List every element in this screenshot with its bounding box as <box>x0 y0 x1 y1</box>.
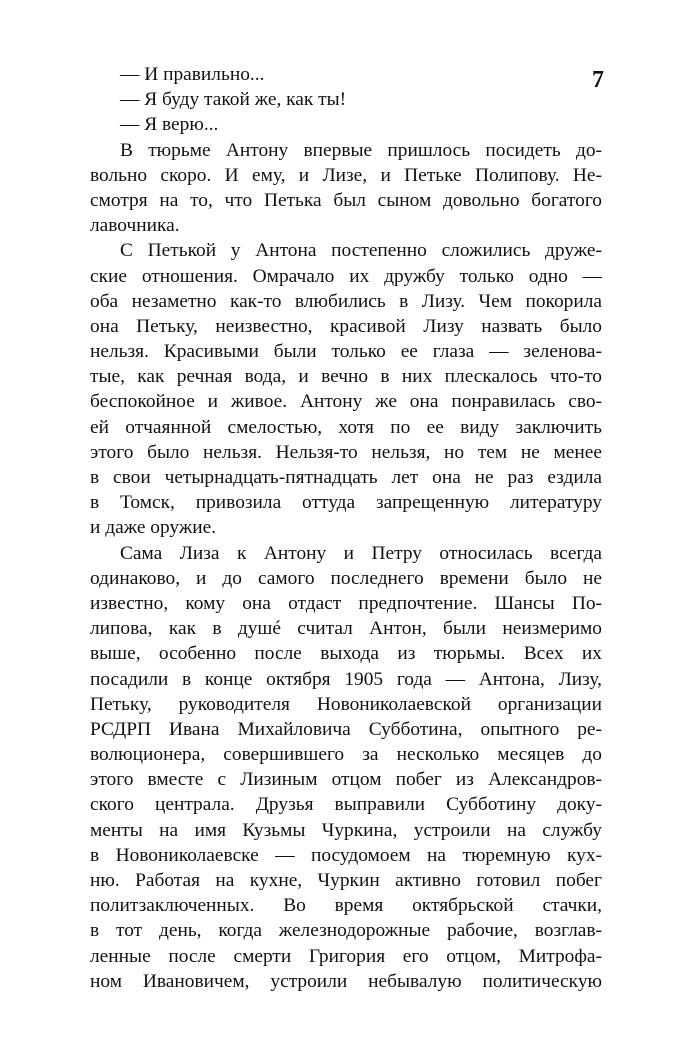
text-line: РСДРП Ивана Михайловича Субботина, опытного ре- <box>90 718 602 740</box>
text-line: — И правильно... <box>120 64 265 85</box>
page-text <box>90 62 602 994</box>
text-line: она Петьку, неизвестно, красивой Лизу назвать было <box>90 315 602 337</box>
text-line: ские отношения. Омрачало их дружбу только одно — <box>90 265 602 287</box>
text-line: тые, как речная вода, и вечно в них плескалось что-то <box>90 366 602 388</box>
text-line: этого было нельзя. Нельзя-то нельзя, но тем не менее <box>90 441 602 463</box>
text-line: ей отчаянной смелостью, хотя по ее виду заключить <box>90 416 602 438</box>
page-number: 7 <box>592 67 604 93</box>
text-line: в свои четырнадцать-пятнадцать лет она не раз ездила <box>90 467 602 488</box>
text-line: и даже оружие. <box>90 517 217 539</box>
text-line: менты на имя Кузьмы Чуркина, устроили на службу <box>90 819 602 841</box>
text-line: ню. Работая на кухне, Чуркин активно готовил побег <box>90 870 602 891</box>
text-line: выше, особенно после выхода из тюрьмы. Всех их <box>90 643 602 665</box>
text-line: ном Ивановичем, устроили небывалую политическую <box>90 970 602 992</box>
text-line: — Я верю... <box>120 114 219 136</box>
text-line: вольно скоро. И ему, и Лизе, и Петьке Полипову. Не- <box>90 164 602 186</box>
text-line: ленные после смерти Григория его отцом, Митрофа- <box>90 945 602 967</box>
text-line: посадили в конце октября 1905 года — Антона, Лизу, <box>90 668 602 690</box>
text-line: В тюрьме Антону впервые пришлось посидеть до- <box>120 139 602 161</box>
text-line: одинаково, и до самого последнего времени было не <box>90 567 602 589</box>
text-line: ского централа. Друзья выправили Субботину доку- <box>90 794 602 816</box>
text-line: — Я буду такой же, как ты! <box>120 89 347 111</box>
text-line: известно, кому она отдаст предпочтение. Шансы По- <box>90 592 602 614</box>
text-line: смотря на то, что Петька был сыном довольно богатого <box>90 189 602 211</box>
text-line: Петьку, руководителя Новониколаевской организации <box>90 693 602 715</box>
text-line: этого вместе с Лизиным отцом побег из Александров- <box>90 769 602 791</box>
text-line: Сама Лиза к Антону и Петру относилась всегда <box>120 542 602 564</box>
text-line: в Новониколаевске — посудомоем на тюремную кух- <box>90 844 602 866</box>
text-line: оба незаметно как-то влюбились в Лизу. Чем покорила <box>90 290 602 312</box>
text-line: лавочника. <box>90 215 180 237</box>
text-line: С Петькой у Антона постепенно сложились друже- <box>120 240 602 262</box>
text-line: в тот день, когда железнодорожные рабочие, возглав- <box>90 920 602 942</box>
text-line: в Томск, привозила оттуда запрещенную литературу <box>90 492 602 514</box>
text-line: липова, как в душé считал Антон, были неизмеримо <box>90 618 602 640</box>
text-line: волюционера, совершившего за несколько месяцев до <box>90 744 602 766</box>
text-line: нельзя. Красивыми были только ее глаза — зеленова- <box>90 341 602 363</box>
text-line: беспокойное и живое. Антону же она понравилась сво- <box>90 391 602 413</box>
text-line: политзаключенных. Во время октябрьской стачки, <box>90 895 602 917</box>
